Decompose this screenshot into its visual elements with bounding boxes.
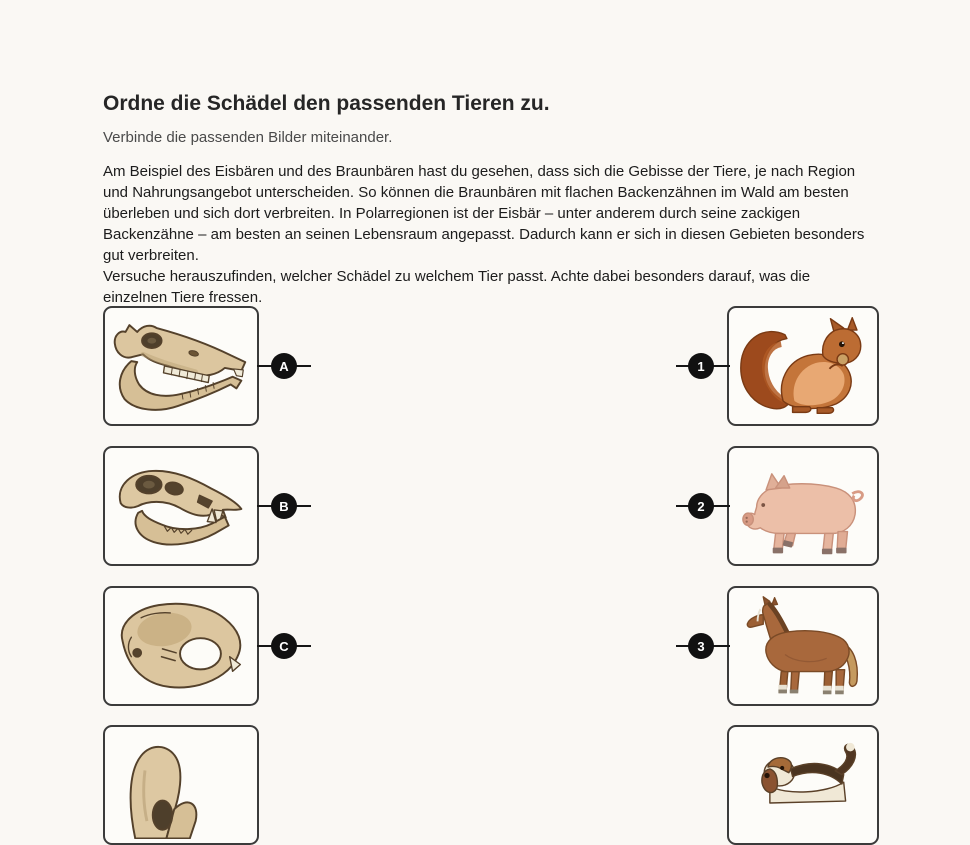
label-badge-1[interactable] [688, 353, 714, 379]
skull-card-a[interactable] [103, 306, 259, 426]
skull-card-d[interactable] [103, 725, 259, 845]
horse-skull-illustration [108, 312, 254, 420]
carnivore-skull-illustration [108, 452, 254, 560]
label-badge-a[interactable] [271, 353, 297, 379]
intro-text [103, 161, 869, 308]
label-badge-b[interactable] [271, 493, 297, 519]
intro-paragraph-1: Am Beispiel des Eisbären und des Braunbären hast du gesehen, dass sich die Gebisse der Tiere, je nach Region und Nahrungsangebot unterscheiden. So können die Braunbären mit flachen Backenzähnen im Wald am besten überleben und sich dort verbreiten. In Polarregionen ist der Eisbär – unter anderem durch seine zackigen Backenzähne – am besten an seinen Lebensraum angepasst. Dadurch kann er sich in diesen Gebieten besonders gut verbreiten. [103, 163, 865, 264]
horse-illustration [732, 592, 874, 700]
red-squirrel-illustration [732, 312, 874, 420]
animal-card-2[interactable] [727, 446, 879, 566]
page-title: Ordne die Schädel den passenden Tieren zu. [103, 92, 550, 115]
animal-card-4[interactable] [727, 725, 879, 845]
pig-illustration [732, 452, 874, 560]
intro-paragraph-2: Versuche herauszufinden, welcher Schädel zu welchem Tier passt. Achte dabei besonders darauf, was die einzelnen Tiere fressen. [103, 268, 811, 306]
page-subtitle: Verbinde die passenden Bilder miteinander. [103, 129, 393, 146]
beagle-dog-illustration [732, 731, 874, 839]
badge-letter-a: A [279, 358, 289, 374]
badge-letter-b: B [279, 498, 289, 514]
badge-number-2: 2 [697, 498, 705, 514]
label-badge-c[interactable] [271, 633, 297, 659]
rodent-skull-illustration [108, 592, 254, 700]
animal-card-1[interactable] [727, 306, 879, 426]
badge-letter-c: C [279, 638, 289, 654]
label-badge-3[interactable] [688, 633, 714, 659]
badge-number-3: 3 [697, 638, 705, 654]
badge-number-1: 1 [697, 358, 705, 374]
skull-card-b[interactable] [103, 446, 259, 566]
label-badge-2[interactable] [688, 493, 714, 519]
animal-card-3[interactable] [727, 586, 879, 706]
skull-card-c[interactable] [103, 586, 259, 706]
skull-partial-illustration [108, 731, 254, 839]
